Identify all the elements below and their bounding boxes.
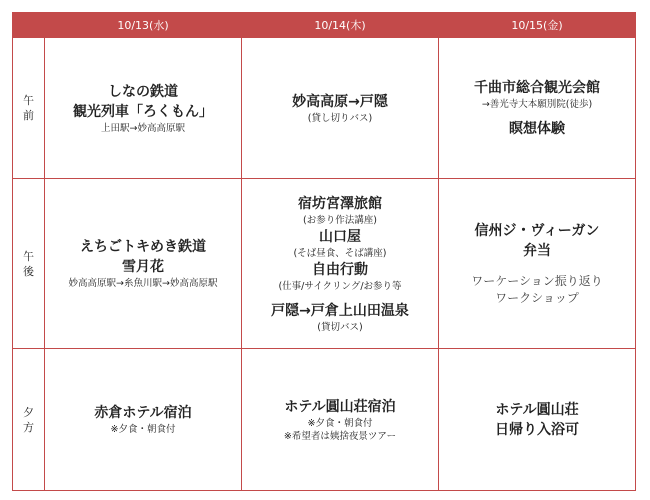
cell-evening-day-2 (242, 349, 439, 491)
event-note: ※希望者は姨捨夜景ツアー (283, 430, 397, 442)
event-note: 妙高高原駅→糸魚川駅→妙高高原駅 (68, 278, 218, 289)
cell-evening-day-1 (45, 349, 242, 491)
cell-afternoon-day-2 (242, 179, 439, 349)
event-note: ※夕食・朝食付 (307, 417, 373, 429)
row-evening (13, 349, 636, 491)
event-note: (貸切バス) (317, 321, 363, 333)
event-title: 赤倉ホテル宿泊 (94, 405, 192, 421)
cell-afternoon-day-3 (439, 179, 636, 349)
period-evening: 夕 方 (13, 349, 45, 491)
event-title: 信州ジ・ヴィーガン (474, 222, 600, 239)
cell-evening-day-3 (439, 349, 636, 491)
event-note: 上田駅→妙高高原駅 (101, 122, 185, 134)
event-note: (お参り作法講座) (303, 214, 377, 226)
cell-morning-day-1 (45, 38, 242, 179)
schedule-table-container (12, 12, 634, 488)
event-note: (仕事/サイクリング/お参り等 (278, 280, 402, 292)
header-day-3: 10/15(金) (439, 13, 636, 38)
row-afternoon (13, 179, 636, 349)
event-title: 宿坊宮澤旅館 (298, 195, 382, 212)
event-title: 妙高高原→戸隠 (292, 93, 388, 110)
schedule-table (12, 12, 636, 491)
event-note: ワーケーション振り返り (471, 273, 603, 288)
event-note: (貸し切りバス) (307, 112, 373, 124)
event-title: ホテル圓山荘宿泊 (284, 398, 396, 415)
cell-morning-day-2 (242, 38, 439, 179)
period-afternoon: 午 後 (13, 179, 45, 349)
event-note: ※夕食・朝食付 (110, 424, 176, 435)
event-note: →善光寺大本願別院(徒歩) (481, 98, 593, 110)
cell-morning-day-3 (439, 38, 636, 179)
event-note: (そば昼食、そば講座) (293, 247, 387, 259)
header-day-2: 10/14(木) (242, 13, 439, 38)
period-morning: 午 前 (13, 38, 45, 179)
event-title: 弁当 (523, 242, 551, 259)
event-title: 瞑想体験 (509, 120, 565, 137)
event-title: 観光列車「ろくもん」 (73, 103, 213, 120)
event-title: しなの鉄道 (108, 83, 178, 100)
event-note: ワークショップ (495, 290, 579, 305)
event-title: 自由行動 (312, 261, 368, 278)
header-day-1: 10/13(水) (45, 13, 242, 38)
header-row (13, 13, 636, 38)
event-title: 日帰り入浴可 (495, 421, 579, 438)
event-title: 山口屋 (319, 228, 361, 245)
event-title: えちごトキめき鉄道 (80, 239, 206, 255)
cell-afternoon-day-1 (45, 179, 242, 349)
event-title: 千曲市総合観光会館 (474, 79, 600, 96)
row-morning (13, 38, 636, 179)
header-corner (13, 13, 45, 38)
event-title: ホテル圓山荘 (495, 401, 579, 418)
event-title: 雪月花 (122, 259, 164, 275)
event-title: 戸隠→戸倉上山田温泉 (271, 302, 409, 319)
